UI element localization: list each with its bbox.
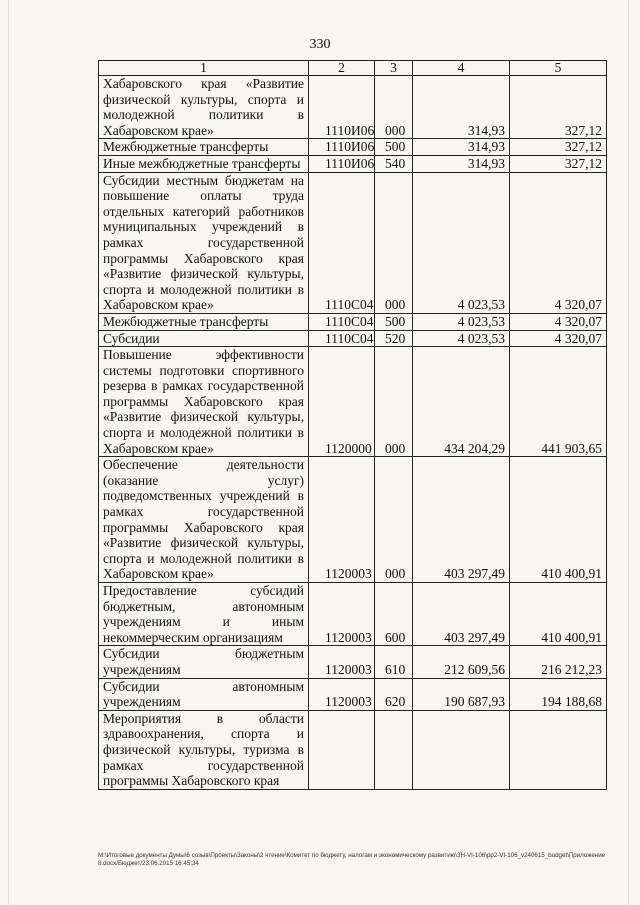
scan-edge-right <box>628 0 629 905</box>
expense-type-cell: 520 <box>375 330 413 347</box>
target-code-cell: 1110И06 <box>309 155 375 172</box>
expense-type-cell: 620 <box>375 678 413 710</box>
amount-col4-cell: 4 023,53 <box>413 330 510 347</box>
amount-col5-cell: 194 188,68 <box>510 678 607 710</box>
amount-col5-cell: 327,12 <box>510 76 607 139</box>
target-code-cell: 1120003 <box>309 678 375 710</box>
target-code-cell: 1110С04 <box>309 172 375 313</box>
page-number: 330 <box>309 37 331 52</box>
column-header: 5 <box>510 61 607 76</box>
amount-col4-cell <box>413 710 510 789</box>
table-row <box>99 172 607 313</box>
amount-col4-cell: 4 023,53 <box>413 172 510 313</box>
amount-col5-cell <box>510 710 607 789</box>
expense-type-cell: 610 <box>375 646 413 678</box>
expense-type-cell: 000 <box>375 457 413 583</box>
row-name-cell: Субсидии бюджетным учреждениям <box>99 646 309 678</box>
row-name-cell: Повышение эффективности системы подготовки спортивного резерва в рамках государственной программы Хабаровского края «Развитие физической культуры, спорта и молодежной политики в Хабаровском крае» <box>99 347 309 457</box>
table-row <box>99 646 607 678</box>
amount-col5-cell: 216 212,23 <box>510 646 607 678</box>
file-path-footer: M:\Итоговые документы Думы\6 созыв\Проекты\Законы\2 чтение\Комитет по бюджету, налогам и экономическому развитию\3Н-VI-106\pp2-VI-106_v240615_budget\Приложение8.docx/Бюджет/23.06.2015 16:45:34 <box>98 852 606 867</box>
target-code-cell: 1110И06 <box>309 139 375 156</box>
expense-type-cell: 000 <box>375 172 413 313</box>
table-row <box>99 330 607 347</box>
target-code-cell: 1110С04 <box>309 330 375 347</box>
table-row <box>99 139 607 156</box>
amount-col4-cell: 4 023,53 <box>413 313 510 330</box>
amount-col4-cell: 212 609,56 <box>413 646 510 678</box>
table-row <box>99 710 607 789</box>
amount-col4-cell: 314,93 <box>413 76 510 139</box>
budget-table <box>98 60 607 790</box>
amount-col5-cell: 410 400,91 <box>510 583 607 646</box>
column-header: 2 <box>309 61 375 76</box>
expense-type-cell: 500 <box>375 313 413 330</box>
target-code-cell: 1120003 <box>309 646 375 678</box>
target-code-cell <box>309 710 375 789</box>
table-row <box>99 457 607 583</box>
table-row <box>99 678 607 710</box>
expense-type-cell: 000 <box>375 347 413 457</box>
row-name-cell: Субсидии автономным учреждениям <box>99 678 309 710</box>
target-code-cell: 1120003 <box>309 457 375 583</box>
column-header: 1 <box>99 61 309 76</box>
table-row <box>99 313 607 330</box>
column-header: 3 <box>375 61 413 76</box>
amount-col4-cell: 403 297,49 <box>413 583 510 646</box>
expense-type-cell: 000 <box>375 76 413 139</box>
target-code-cell: 1110С04 <box>309 313 375 330</box>
table-header-row <box>99 61 607 76</box>
expense-type-cell: 540 <box>375 155 413 172</box>
table-row <box>99 583 607 646</box>
target-code-cell: 1120000 <box>309 347 375 457</box>
table-row <box>99 76 607 139</box>
expense-type-cell: 500 <box>375 139 413 156</box>
row-name-cell: Иные межбюджетные трансферты <box>99 155 309 172</box>
row-name-cell: Межбюджетные трансферты <box>99 139 309 156</box>
amount-col4-cell: 314,93 <box>413 139 510 156</box>
amount-col5-cell: 4 320,07 <box>510 172 607 313</box>
amount-col4-cell: 190 687,93 <box>413 678 510 710</box>
row-name-cell: Хабаровского края «Развитие физической культуры, спорта и молодежной политики в Хабаровском крае» <box>99 76 309 139</box>
row-name-cell: Межбюджетные трансферты <box>99 313 309 330</box>
amount-col5-cell: 327,12 <box>510 139 607 156</box>
amount-col4-cell: 434 204,29 <box>413 347 510 457</box>
row-name-cell: Субсидии <box>99 330 309 347</box>
table-row <box>99 347 607 457</box>
row-name-cell: Субсидии местным бюджетам на повышение оплаты труда отдельных категорий работников муниципальных учреждений в рамках государственной программы Хабаровского края «Развитие физической культуры, спорта и молодежной политики в Хабаровском крае» <box>99 172 309 313</box>
scan-edge-left <box>8 0 9 905</box>
row-name-cell: Обеспечение деятельности (оказание услуг) подведомственных учреждений в рамках государственной программы Хабаровского края «Развитие физической культуры, спорта и молодежной политики в Хабаровском крае» <box>99 457 309 583</box>
amount-col5-cell: 4 320,07 <box>510 330 607 347</box>
target-code-cell: 1110И06 <box>309 76 375 139</box>
expense-type-cell: 600 <box>375 583 413 646</box>
row-name-cell: Предоставление субсидий бюджетным, автономным учреждениям и иным некоммерческим организациям <box>99 583 309 646</box>
amount-col4-cell: 403 297,49 <box>413 457 510 583</box>
amount-col5-cell: 4 320,07 <box>510 313 607 330</box>
row-name-cell: Мероприятия в области здравоохранения, спорта и физической культуры, туризма в рамках государственной программы Хабаровского края <box>99 710 309 789</box>
target-code-cell: 1120003 <box>309 583 375 646</box>
amount-col5-cell: 441 903,65 <box>510 347 607 457</box>
expense-type-cell <box>375 710 413 789</box>
amount-col5-cell: 327,12 <box>510 155 607 172</box>
amount-col4-cell: 314,93 <box>413 155 510 172</box>
table-row <box>99 155 607 172</box>
column-header: 4 <box>413 61 510 76</box>
amount-col5-cell: 410 400,91 <box>510 457 607 583</box>
